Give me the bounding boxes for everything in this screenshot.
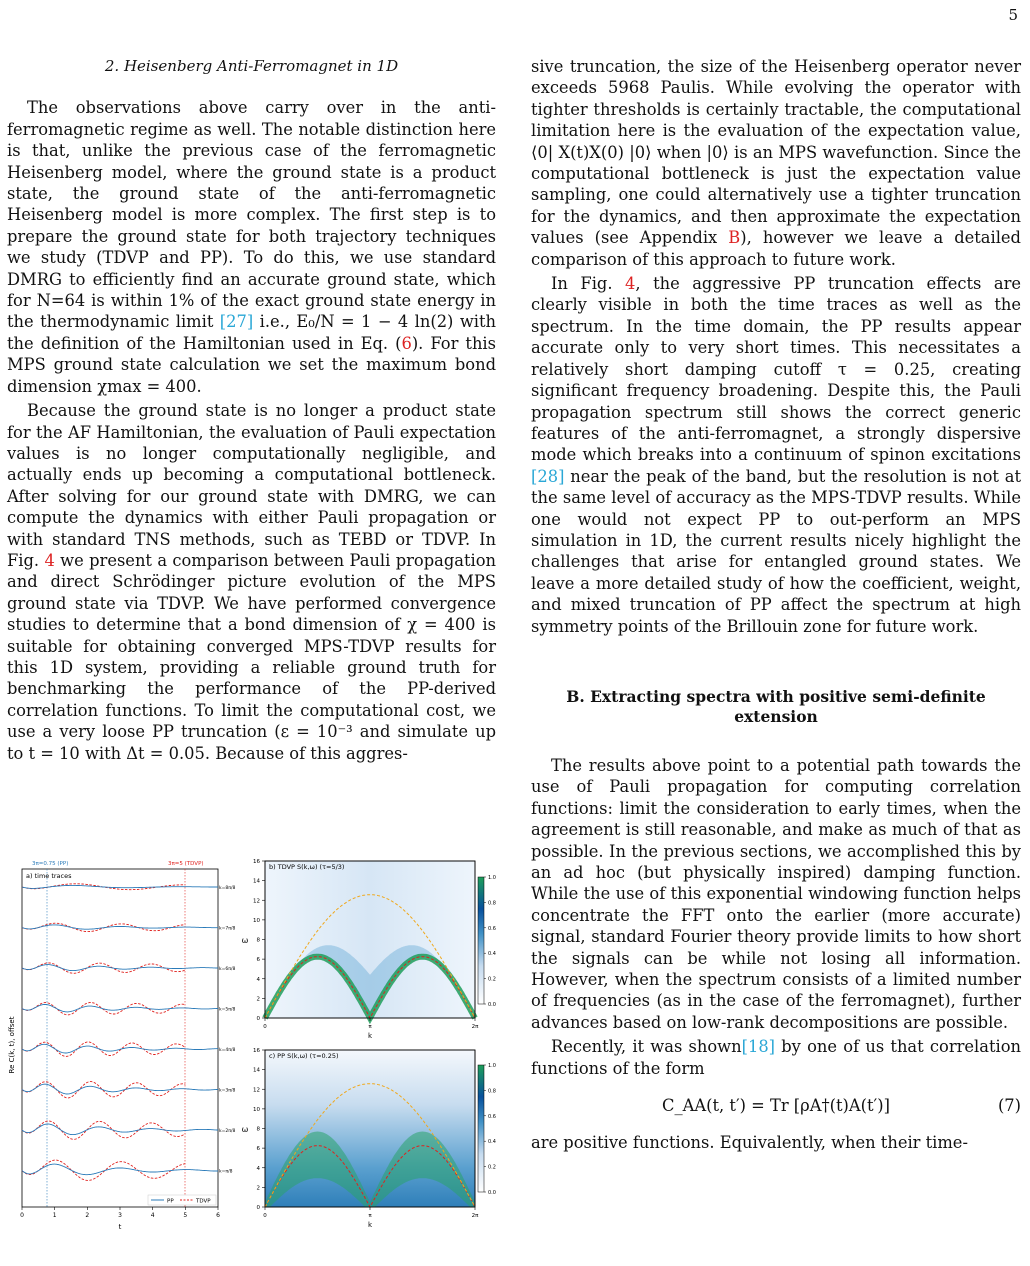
panel-a-time-traces <box>8 861 235 1231</box>
x-ticks-c <box>263 1207 479 1219</box>
x-tick-label: 6 <box>216 1212 220 1219</box>
legend-tdvp: TDVP <box>196 1198 211 1205</box>
equation-number: (7) <box>997 1096 1021 1116</box>
y-tick-label: 2 <box>256 996 260 1003</box>
y-tick-label: 0 <box>256 1016 260 1022</box>
k-label: k=5π/8 <box>219 1007 236 1013</box>
colorbar-tick-label: 0.8 <box>488 900 496 907</box>
k-label: k=4π/8 <box>219 1048 236 1053</box>
x-tick-label: 0 <box>263 1213 267 1219</box>
x-tick-label: π <box>368 1213 372 1219</box>
y-tick-label: 8 <box>256 937 260 944</box>
x-tick-label: 4 <box>150 1212 155 1219</box>
y-tick-label: 6 <box>256 957 260 964</box>
panel-title-b: b) TDVP S(k,ω) (τ=5/3) <box>269 863 345 871</box>
colorbar-ticks-b <box>484 875 496 1008</box>
k-labels <box>219 885 235 1175</box>
k-label: k=2π/8 <box>219 1129 236 1134</box>
y-tick-label: 16 <box>253 859 260 865</box>
x-tick-label: 2π <box>471 1024 479 1030</box>
panel-title-c: c) PP S(k,ω) (τ=0.25) <box>269 1052 339 1060</box>
colorbar-tick-label: 0.6 <box>488 925 496 932</box>
colorbar-tick-label: 0.0 <box>488 1002 496 1008</box>
colorbar-ticks-c <box>484 1063 496 1196</box>
panel-b-tdvp-spectrum <box>242 859 496 1040</box>
colorbar-tick-label: 0.4 <box>488 1139 496 1146</box>
paragraph: Because the ground state is no longer a product state for the AF Hamiltonian, the evaluation of Pauli expectation values is no longer computationally negligible, and actually ends up becoming a computational bottleneck. After solving for our ground state with DMRG, we can compute the dynamics with either Pauli propagation or with standard TNS methods, such as TEBD or TDVP. In Fig. 4 we present a comparison between Pauli propagation and direct Schrödinger picture evolution of the MPS ground state via TDVP. We have performed convergence studies to determine that a bond dimension of χ = 400 is suitable for obtaining converged MPS-TDVP results for this 1D system, providing a reliable ground truth for benchmarking the performance of the PP-derived correlation functions. To limit the computational cost, we use a very loose PP truncation (ε = 10⁻³ and simulate up to t = 10 with Δt = 0.05. Because of this aggres- <box>7 401 496 763</box>
x-tick-label: 0 <box>263 1024 267 1030</box>
y-tick-label: 10 <box>253 917 260 924</box>
k-label: k=π/8 <box>219 1169 233 1175</box>
citation-link[interactable]: [18] <box>741 1037 776 1057</box>
citation-link[interactable]: [28] <box>531 466 565 486</box>
colorbar-tick-label: 0.4 <box>488 951 496 958</box>
y-tick-label: 2 <box>256 1185 260 1192</box>
paragraph: The observations above carry over in the anti-ferromagnetic regime as well. The notable distinction here is that, unlike the previous case of the ferromagnetic Heisenberg model, where the ground state is a product state, the ground state of the anti-ferromagnetic Heisenberg model is more complex. The first step is to prepare the ground state for both trajectory techniques we study (TDVP and PP). To do this, we use standard DMRG to efficiently find an accurate ground state, which for N=64 is within 1% of the exact ground state energy in the thermodynamic limit [27] i.e., E₀/N = 1 − 4 ln(2) with the definition of the Hamiltonian used in Eq. (6). For this MPS ground state calculation we set the maximum bond dimension χmax = 400. <box>7 98 496 396</box>
colorbar-tick-label: 1.0 <box>488 1063 496 1069</box>
tdvp-cutoff-label: 3π=5 (TDVP) <box>168 861 204 867</box>
colorbar-tick-label: 0.8 <box>488 1088 496 1095</box>
y-tick-label: 12 <box>253 1087 260 1094</box>
k-label: k=8π/8 <box>219 886 236 891</box>
x-tick-label: π <box>368 1024 372 1030</box>
colorbar-b <box>478 877 484 1004</box>
y-tick-label: 0 <box>256 1205 260 1211</box>
x-axis-label: t <box>118 1223 122 1231</box>
y-ticks-c <box>253 1048 265 1211</box>
appendix-link[interactable]: B <box>728 228 741 248</box>
panel-c-pp-spectrum <box>242 1048 496 1229</box>
figure-4 <box>0 855 505 1266</box>
right-column <box>531 56 1021 1154</box>
citation-link[interactable]: [27] <box>219 312 254 332</box>
figure-link[interactable]: 4 <box>44 550 55 570</box>
equation-link[interactable]: 6 <box>401 333 412 353</box>
y-tick-label: 4 <box>256 976 260 983</box>
k-label: k=7π/8 <box>219 926 236 932</box>
left-column <box>7 56 496 764</box>
section-title: B. Extracting spectra with positive semi-definite extension <box>566 686 986 726</box>
plot-area <box>22 869 218 1207</box>
x-tick-label: 2π <box>471 1213 479 1219</box>
y-tick-label: 10 <box>253 1106 260 1113</box>
y-axis-label: Re C(k, t), offset <box>8 1016 16 1074</box>
x-tick-label: 5 <box>183 1212 188 1219</box>
x-axis-label-b: k <box>367 1032 373 1040</box>
colorbar-c <box>478 1065 484 1192</box>
y-axis-label-b: ω <box>241 936 249 945</box>
pp-cutoff-label: 3π=0.75 (PP) <box>32 861 69 867</box>
y-tick-label: 4 <box>256 1165 260 1172</box>
colorbar-tick-label: 0.0 <box>488 1190 496 1196</box>
x-tick-label: 0 <box>20 1212 24 1219</box>
x-tick-label: 3 <box>118 1212 122 1219</box>
y-tick-label: 12 <box>253 898 260 905</box>
y-tick-label: 14 <box>253 1067 260 1074</box>
paragraph: are positive functions. Equivalently, when their time- <box>531 1133 968 1153</box>
y-axis-label-c: ω <box>241 1125 249 1134</box>
paragraph: In Fig. 4, the aggressive PP truncation effects are clearly visible in both the time traces as well as the spectrum. In the time domain, the PP results appear accurate only to very short times. This necessitates a relatively short damping cutoff τ = 0.25, creating significant frequency broadening. Despite this, the Pauli propagation spectrum still shows the correct generic features of the anti-ferromagnet, a strongly dispersive mode which breaks into a continuum of spinon excitations [28] near the peak of the band, but the resolution is not at the same level of accuracy as the MPS-TDVP results. While one would not expect PP to out-perform an MPS simulation in 1D, the current results nicely highlight the challenges that arise for entangled ground states. We leave a more detailed study of how the coefficient, weight, and mixed truncation of PP affect the spectrum at high symmetry points of the Brillouin zone for future work. <box>531 274 1021 636</box>
page-number: 5 <box>1008 6 1018 24</box>
colorbar-tick-label: 0.2 <box>488 1164 496 1171</box>
y-tick-label: 8 <box>256 1126 260 1133</box>
colorbar-tick-label: 1.0 <box>488 875 496 881</box>
k-label: k=6π/8 <box>219 967 236 972</box>
legend-pp: PP <box>167 1198 174 1205</box>
panel-title: a) time traces <box>26 872 72 880</box>
colorbar-tick-label: 0.6 <box>488 1113 496 1120</box>
subsection-title: 2. Heisenberg Anti-Ferromagnet in 1D <box>104 57 399 75</box>
y-tick-label: 14 <box>253 878 260 885</box>
x-axis-label-c: k <box>367 1221 373 1229</box>
paragraph: The results above point to a potential path towards the use of Pauli propagation for computing correlation functions: limit the consideration to early times, when the agreement is still reasonable, and make as much of that as possible. In the previous sections, we accomplished this by an ad hoc (but physically inspired) damping function. While the use of this exponential windowing function helps concentrate the FFT onto the earlier (more accurate) signal, standard Fourier theory provide limits to how short the signals can be while not losing all information. However, when the spectrum consists of a limited number of frequencies (as in the case of the ferromagnet), further advances based on low-rank decompositions are possible. <box>531 755 1021 1032</box>
y-ticks-b <box>253 859 265 1022</box>
equation: C_AA(t, t′) = Tr [ρA†(t)A(t′)] (7) <box>662 1096 1021 1116</box>
colorbar-tick-label: 0.2 <box>488 976 496 983</box>
k-label: k=3π/8 <box>219 1088 236 1094</box>
x-ticks <box>20 1207 220 1219</box>
figure-link[interactable]: 4 <box>625 274 636 294</box>
x-tick-label: 2 <box>85 1212 90 1219</box>
x-tick-label: 1 <box>52 1212 57 1219</box>
y-tick-label: 6 <box>256 1146 260 1153</box>
paragraph: Recently, it was shown[18] by one of us that correlation functions of the form <box>531 1037 1021 1078</box>
paragraph: sive truncation, the size of the Heisenberg operator never exceeds 5968 Paulis. While evolving the operator with tighter thresholds is certainly tractable, the computational limitation here is the evaluation of the expectation value, ⟨0| X(t)X(0) |0⟩ when |0⟩ is an MPS wavefunction. Since the computational bottleneck is just the expectation value sampling, one could alternatively use a tighter truncation for the dynamics, and then approximate the expectation values (see Appendix B), however we leave a detailed comparison of this approach to future work. <box>531 57 1021 269</box>
y-tick-label: 16 <box>253 1048 260 1054</box>
legend <box>148 1195 216 1205</box>
